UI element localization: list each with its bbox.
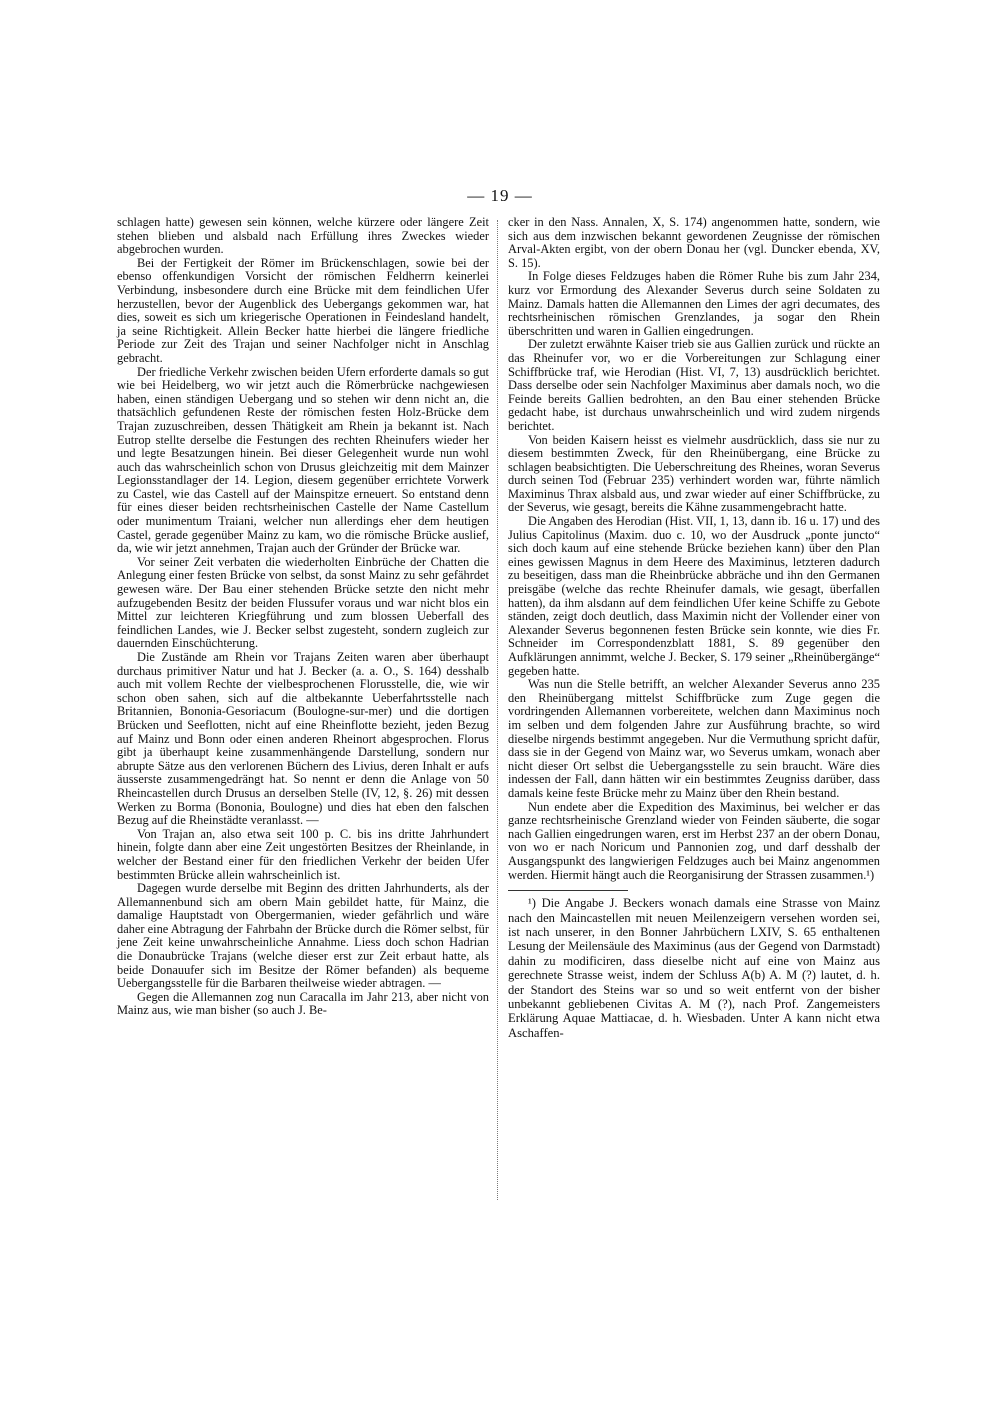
footnote bbox=[508, 896, 880, 1040]
paragraph: Der zuletzt erwähnte Kaiser trieb sie aus Gallien zurück und rückte an das Rheinufer vor, wo er die Vorbereitungen zur Schlagung einer Schiffbrücke traf, wie Herodian (Hist. VI, 7, 13) ausdrücklich berichtet. Dass derselbe oder sein Nachfolger Maximinus aber damals noch, wo die Feinde bereits Gallien bedrohten, an den Bau einer stehenden Brücke gedacht habe, ist durchaus unwahrscheinlich und wird zudem nirgends berichtet. bbox=[508, 337, 880, 433]
paragraph: Die Zustände am Rhein vor Trajans Zeiten waren aber überhaupt durchaus primitiver Natur und hat J. Becker (a. a. O., S. 164) desshalb auch mit vollem Rechte der vielbesprochenen Florusstelle, die, wie wir schon oben sahen, sich auf die altbekannte Ueberfahrtsstelle nach Britannien, Bononia-Gesoriacum (Boulogne-sur-mer) und die dortigen Brücken und Seeflotten, nicht auf eine Rheinflotte bezieht, jeden Bezug auf Mainz und Bonn oder einen anderen Rheinort abgesprochen. Florus gibt ja überhaupt keine zusammenhängende Darstellung, sondern nur abrupte Sätze aus den verlorenen Büchern des Livius, deren Inhalt er aufs äusserste zusammengedrängt hat. So nennt er denn die Anlage von 50 Rheincastellen durch Drusus an derselben Stelle (IV, 12, §. 26) mit dessen Werken zu Borma (Bononia, Boulogne) und dies hat eben den falschen Bezug auf die Rheinstädte veranlasst. — bbox=[117, 650, 489, 828]
right-column bbox=[508, 216, 880, 1040]
paragraph: Gegen die Allemannen zog nun Caracalla im Jahr 213, aber nicht von Mainz aus, wie man bisher (so auch J. Be- bbox=[117, 989, 489, 1018]
footnote-rule bbox=[508, 890, 628, 891]
paragraph: Dagegen wurde derselbe mit Beginn des dritten Jahrhunderts, als der Allemannenbund sich am obern Main gebildet hatte, für Mainz, die damalige Hauptstadt von Obergermanien, wieder gefährlich und wäre daher eine Abtragung der Fahrbahn der Brücke durch die Römer selbst, für jene Zeit keine unwahrscheinliche Annahme. Liess doch schon Hadrian die Donaubrücke Trajans (welche dieser erst zur Zeit erbaut hatte, als beide Donauufer sich im Besitze der Römer befanden) als bequeme Uebergangsstelle für die Barbaren theilweise wieder abtragen. — bbox=[117, 881, 489, 991]
paragraph: schlagen hatte) gewesen sein können, welche kürzere oder längere Zeit stehen blieben und alsbald nach Erfüllung ihres Zweckes wieder abgebrochen wurden. bbox=[117, 215, 489, 257]
paragraph: Bei der Fertigkeit der Römer im Brückenschlagen, sowie bei der ebenso offenkundigen Vorsicht der römischen Feldherrn keinerlei Verbindung, insbesondere durch eine Brücke mit dem feindlichen Ufer herzustellen, bevor der Augenblick des Uebergangs gekommen war, hat dies, soweit es sich um kriegerische Operationen in Feindesland handelt, ja seine Richtigkeit. Allein Becker hatte hierbei die längere friedliche Periode zur Zeit des Trajan und seiner Nachfolger nicht in Anschlag gebracht. bbox=[117, 255, 489, 365]
left-column bbox=[117, 216, 489, 1018]
paragraph: Von beiden Kaisern heisst es vielmehr ausdrücklich, dass sie nur zu diesem bestimmten Zweck, für den Rheinübergang, eine Brücke zu schlagen beabsichtigten. Die Ueberschreitung des Rheines, woran Severus durch seinen Tod (Februar 235) verhindert worden war, führte nämlich Maximinus Thrax alsbald aus, und zwar wieder auf einer Schiffbrücke, zu der Severus, wie gesagt, bereits die Kähne zusammengebracht hatte. bbox=[508, 432, 880, 515]
paragraph: cker in den Nass. Annalen, X, S. 174) angenommen hatte, sondern, wie sich aus dem inzwischen bekannt gewordenen Zeugnisse der römischen Arval-Akten ergibt, von der obern Donau her (vgl. Duncker ebenda, XV, S. 15). bbox=[508, 215, 880, 270]
paragraph: Vor seiner Zeit verbaten die wiederholten Einbrüche der Chatten die Anlegung einer festen Brücke von selbst, da sonst Mainz zu sehr gefährdet gewesen wäre. Der Bau einer stehenden Brücke setzte den nicht mehr aufzugebenden Besitz der beiden Flussufer voraus und war nicht blos ein Mittel zur leichteren Kriegführung und zum blossen Ueberfall des feindlichen Landes, wie J. Becker selbst zugesteht, sondern zugleich zur dauernden Einschüchterung. bbox=[117, 554, 489, 651]
paragraph: Die Angaben des Herodian (Hist. VII, 1, 13, dann ib. 16 u. 17) und des Julius Capitolinus (Maxim. duo c. 10, wo der Ausdruck „ponte juncto“ sich doch kaum auf eine stehende Brücke beziehen kann) über den Plan eines gewissen Magnus in dem Heere des Maximinus, letzteren dadurch zu beseitigen, dass man die Rheinbrücke abbräche und ihn den Germanen preisgäbe (welche das rechte Rheinufer damals, wie gesagt, überfallen hatten), da ihm alsdann auf dem feindlichen Ufer keine Schiffe zu Gebote ständen, zeigt doch deutlich, dass Maximin nicht der Vollender einer von Alexander Severus begonnenen festen Brücke sein konnte, wie dies Fr. Schneider im Correspondenzblatt 1881, S. 89 gegenüber den Aufklärungen annimmt, welche J. Becker, S. 179 seiner „Rheinübergänge“ gegeben hatte. bbox=[508, 514, 880, 678]
paragraph: Nun endete aber die Expedition des Maximinus, bei welcher er das ganze rechtsrheinische Grenzland wieder von Feinden säuberte, die sogar nach Gallien eingedrungen waren, erst im Herbst 237 an der obern Donau, von wo er nach Noricum und Pannonien zog, und darf desshalb der Ausgangspunkt des langwierigen Feldzuges auch bei Mainz angenommen werden. Hiermit hängt auch die Reorganisirung der Strassen zusammen.¹) bbox=[508, 799, 880, 882]
paragraph: Der friedliche Verkehr zwischen beiden Ufern erforderte damals so gut wie bei Heidelberg, wo wir jetzt auch die Römerbrücke nachgewiesen haben, einen ständigen Uebergang und so stehen wir denn nicht an, die thatsächlich gefundenen Reste der römischen festen Holz-Brücke dem Trajan zuzuschreiben, dessen Thätigkeit am Rhein ja bekannt ist. Nach Eutrop stellte derselbe die Festungen des rechten Rheinufers wieder her und legte Besatzungen hinein. Bei dieser Gelegenheit wurde nun wohl auch das wahrscheinlich schon von Drusus gleichzeitig mit dem Mainzer Legionsstandlager der 14. Legion, diesem gegenüber errichtete Vorwerk zu Castel, wie das Castell auf der Mainspitze erneuert. So entstand denn für eines dieser beiden rechtsrheinischen Castelle der Name Castellum oder munimentum Traiani, welcher nun allerdings eher dem heutigen Castel, gerade gegenüber Mainz zu kam, wo die römische Brücke auslief, da, wie wir jetzt annehmen, Trajan auch der Gründer der Brücke war. bbox=[117, 364, 489, 556]
footnote-text: ¹) Die Angabe J. Beckers wonach damals eine Strasse von Mainz nach den Maincastellen mit neuen Meilenzeigern versehen worden sei, ist nach unserer, in den Bonner Jahrbüchern LXIV, S. 65 enthaltenen Lesung der Meilensäule des Maximinus (aus der Gegend von Darmstadt) dahin zu modificiren, dass dieselbe nicht auf eine von Mainz aus gerechnete Strasse weist, indem der Schluss A(b) A. M (?) lautet, d. h. der Standort des Steins war so und so weit entfernt von der bisher unbekannt gebliebenen Civitas A. M (?), nach Prof. Zangemeisters Erklärung Aquae Mattiacae, d. h. Wiesbaden. Unter A kann nicht etwa Aschaffen- bbox=[508, 896, 880, 1040]
column-divider bbox=[497, 220, 498, 1200]
page-number: — 19 — bbox=[467, 186, 533, 205]
paragraph: In Folge dieses Feldzuges haben die Römer Ruhe bis zum Jahr 234, kurz vor Ermordung des Alexander Severus durch seine Soldaten zu Mainz. Damals hatten die Allemannen den Limes der agri decumates, des rechtsrheinischen römischen Grenzlandes, ja sogar den Rhein überschritten und waren in Gallien eingedrungen. bbox=[508, 269, 880, 338]
paragraph: Von Trajan an, also etwa seit 100 p. C. bis ins dritte Jahrhundert hinein, folgte dann aber eine Zeit ungestörten Besitzes der Rheinlande, in welcher der Bestand einer für den friedlichen Verkehr der beiden Ufer bestimmten Brücke allein wahrscheinlich ist. bbox=[117, 826, 489, 882]
paragraph: Was nun die Stelle betrifft, an welcher Alexander Severus anno 235 den Rheinübergang mittelst Schiffbrücke zum Zuge gegen die vordringenden Allemannen vorbereitete, welchen dann Maximinus noch im selben und dem folgenden Jahre zur Ausführung brachte, so wird dieselbe nirgends bestimmt angegeben. Nur die Vermuthung spricht dafür, dass sie in der Gegend von Mainz war, wo Severus umkam, wonach aber nicht dieser Ort selbst die Uebergangsstelle zu sein braucht. Wäre dies indessen der Fall, dann hätten wir ein bestimmtes Zeugniss darüber, dass damals keine feste Brücke mehr zu Mainz über den Rhein bestand. bbox=[508, 677, 880, 800]
